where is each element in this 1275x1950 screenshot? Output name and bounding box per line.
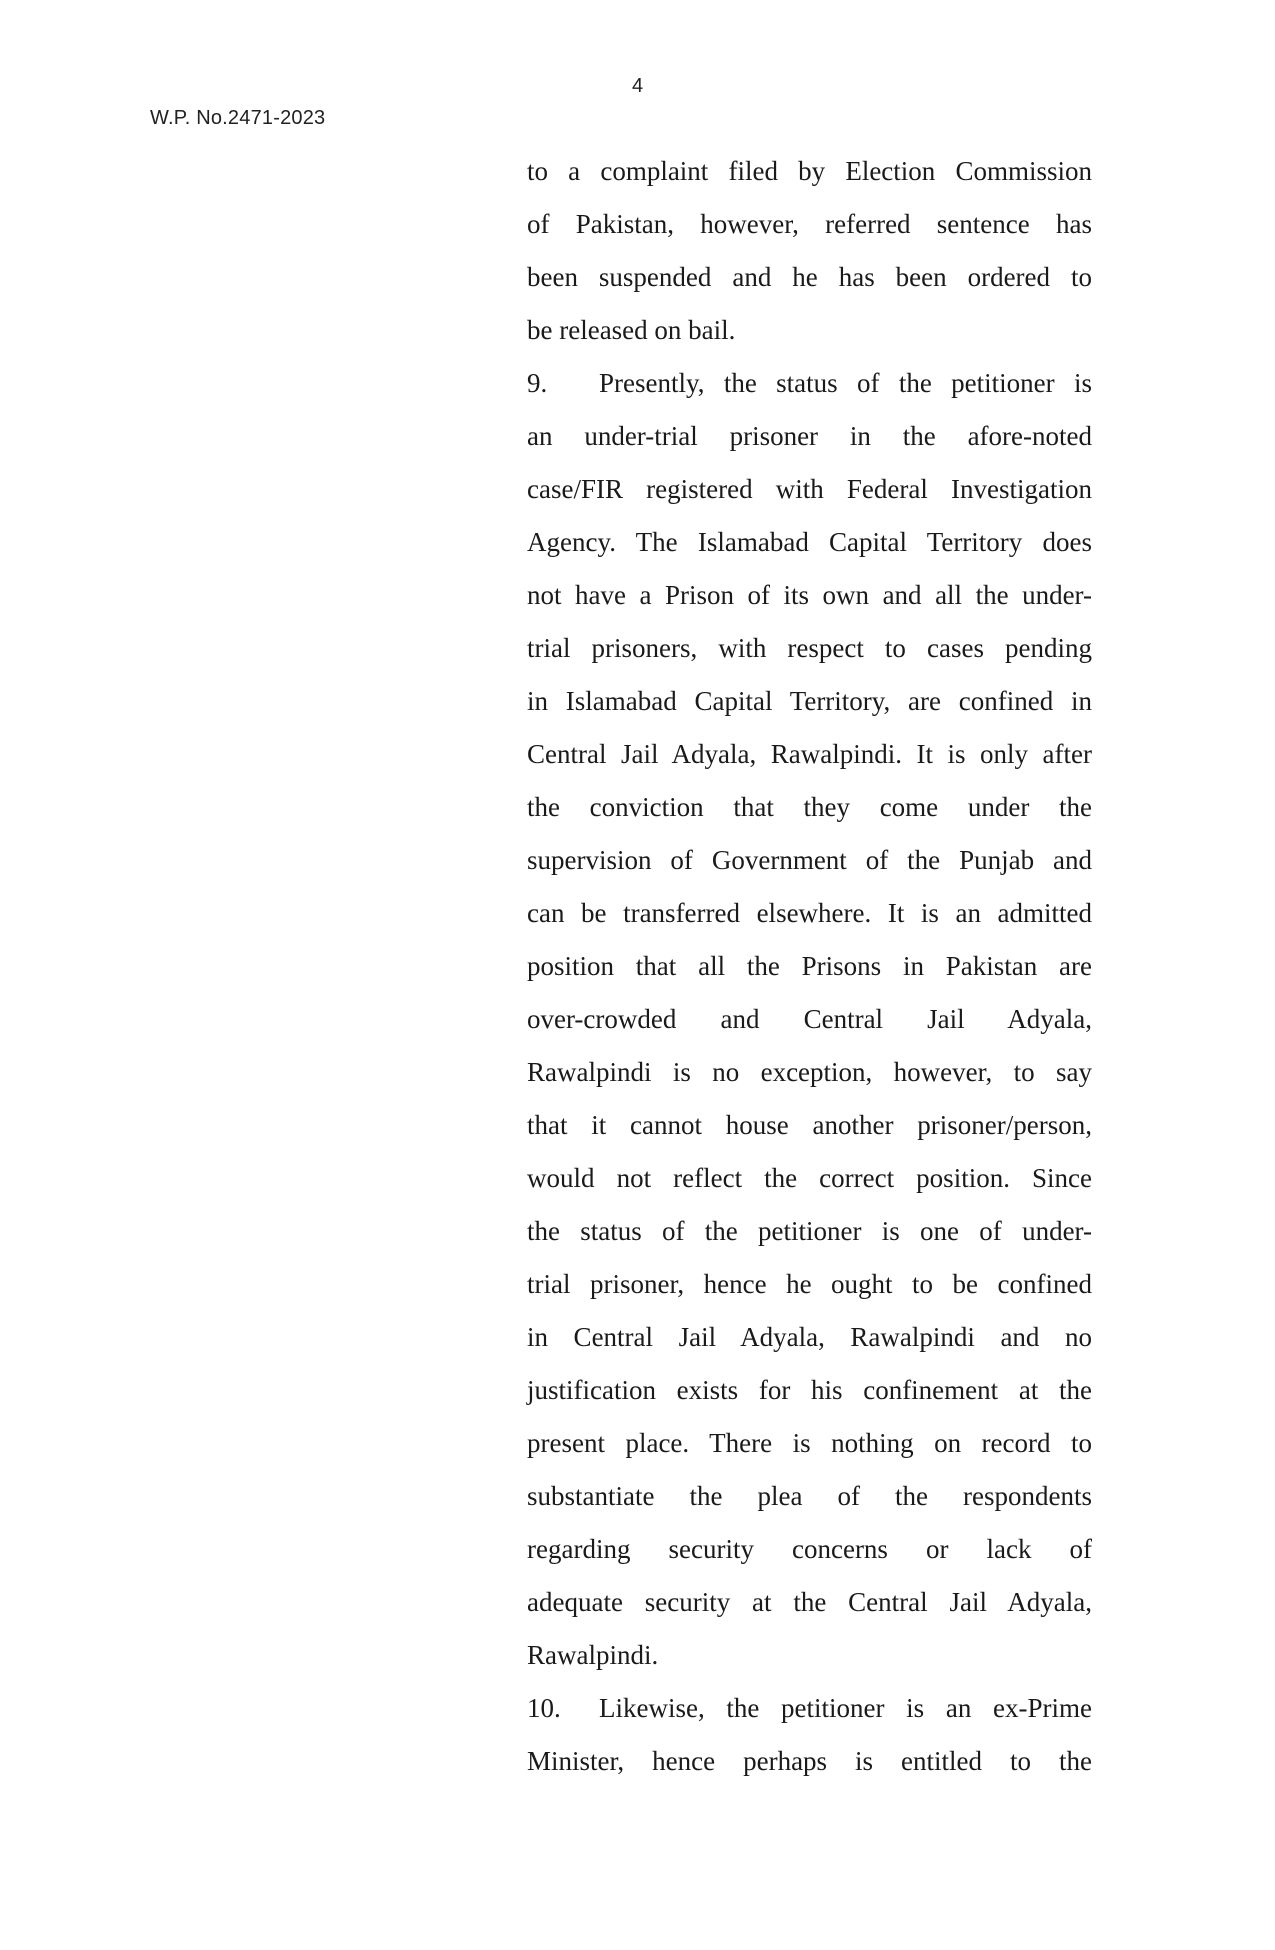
text-line: Agency. The Islamabad Capital Territory does xyxy=(527,527,1092,557)
text-line: trial prisoners, with respect to cases pending xyxy=(527,633,1092,663)
paragraph-continuation xyxy=(527,145,1092,357)
text-line: that it cannot house another prisoner/person, xyxy=(527,1110,1092,1140)
text-line: Minister, hence perhaps is entitled to the xyxy=(527,1746,1092,1776)
text-line: not have a Prison of its own and all the under- xyxy=(527,580,1092,610)
text-line-first xyxy=(527,357,1092,410)
text-line: in Central Jail Adyala, Rawalpindi and no xyxy=(527,1322,1092,1352)
page-number: 4 xyxy=(631,75,644,97)
text-line: trial prisoner, hence he ought to be confined xyxy=(527,1269,1092,1299)
text-line: Likewise, the petitioner is an ex-Prime xyxy=(599,1693,1092,1723)
judgment-body xyxy=(527,145,1092,1788)
text-line: justification exists for his confinement at the xyxy=(527,1375,1092,1405)
text-line: Rawalpindi is no exception, however, to say xyxy=(527,1057,1092,1087)
text-line: supervision of Government of the Punjab and xyxy=(527,845,1092,875)
text-line: the conviction that they come under the xyxy=(527,792,1092,822)
text-line: position that all the Prisons in Pakistan are xyxy=(527,951,1092,981)
text-line: present place. There is nothing on record to xyxy=(527,1428,1092,1458)
text-line: Presently, the status of the petitioner is xyxy=(599,368,1092,398)
text-line: over-crowded and Central Jail Adyala, xyxy=(527,1004,1092,1034)
text-line: the status of the petitioner is one of under- xyxy=(527,1216,1092,1246)
paragraph-number: 9. xyxy=(527,368,548,398)
text-line: would not reflect the correct position. Since xyxy=(527,1163,1092,1193)
paragraph-9 xyxy=(527,357,1092,1682)
text-line: regarding security concerns or lack of xyxy=(527,1534,1092,1564)
text-line: in Islamabad Capital Territory, are confined in xyxy=(527,686,1092,716)
text-line: Central Jail Adyala, Rawalpindi. It is only after xyxy=(527,739,1092,769)
text-line: been suspended and he has been ordered to xyxy=(527,262,1092,292)
case-number: W.P. No.2471-2023 xyxy=(150,107,326,129)
text-line: substantiate the plea of the respondents xyxy=(527,1481,1092,1511)
text-line: of Pakistan, however, referred sentence has xyxy=(527,209,1092,239)
paragraph-number: 10. xyxy=(527,1693,561,1723)
text-line: to a complaint filed by Election Commission xyxy=(527,156,1092,186)
paragraph-10 xyxy=(527,1682,1092,1788)
text-line: adequate security at the Central Jail Adyala, xyxy=(527,1587,1092,1617)
text-line: be released on bail. xyxy=(527,315,736,345)
text-line: case/FIR registered with Federal Investigation xyxy=(527,474,1092,504)
text-line-first xyxy=(527,1682,1092,1735)
text-line: Rawalpindi. xyxy=(527,1640,659,1670)
text-line: an under-trial prisoner in the afore-noted xyxy=(527,421,1092,451)
text-line: can be transferred elsewhere. It is an admitted xyxy=(527,898,1092,928)
